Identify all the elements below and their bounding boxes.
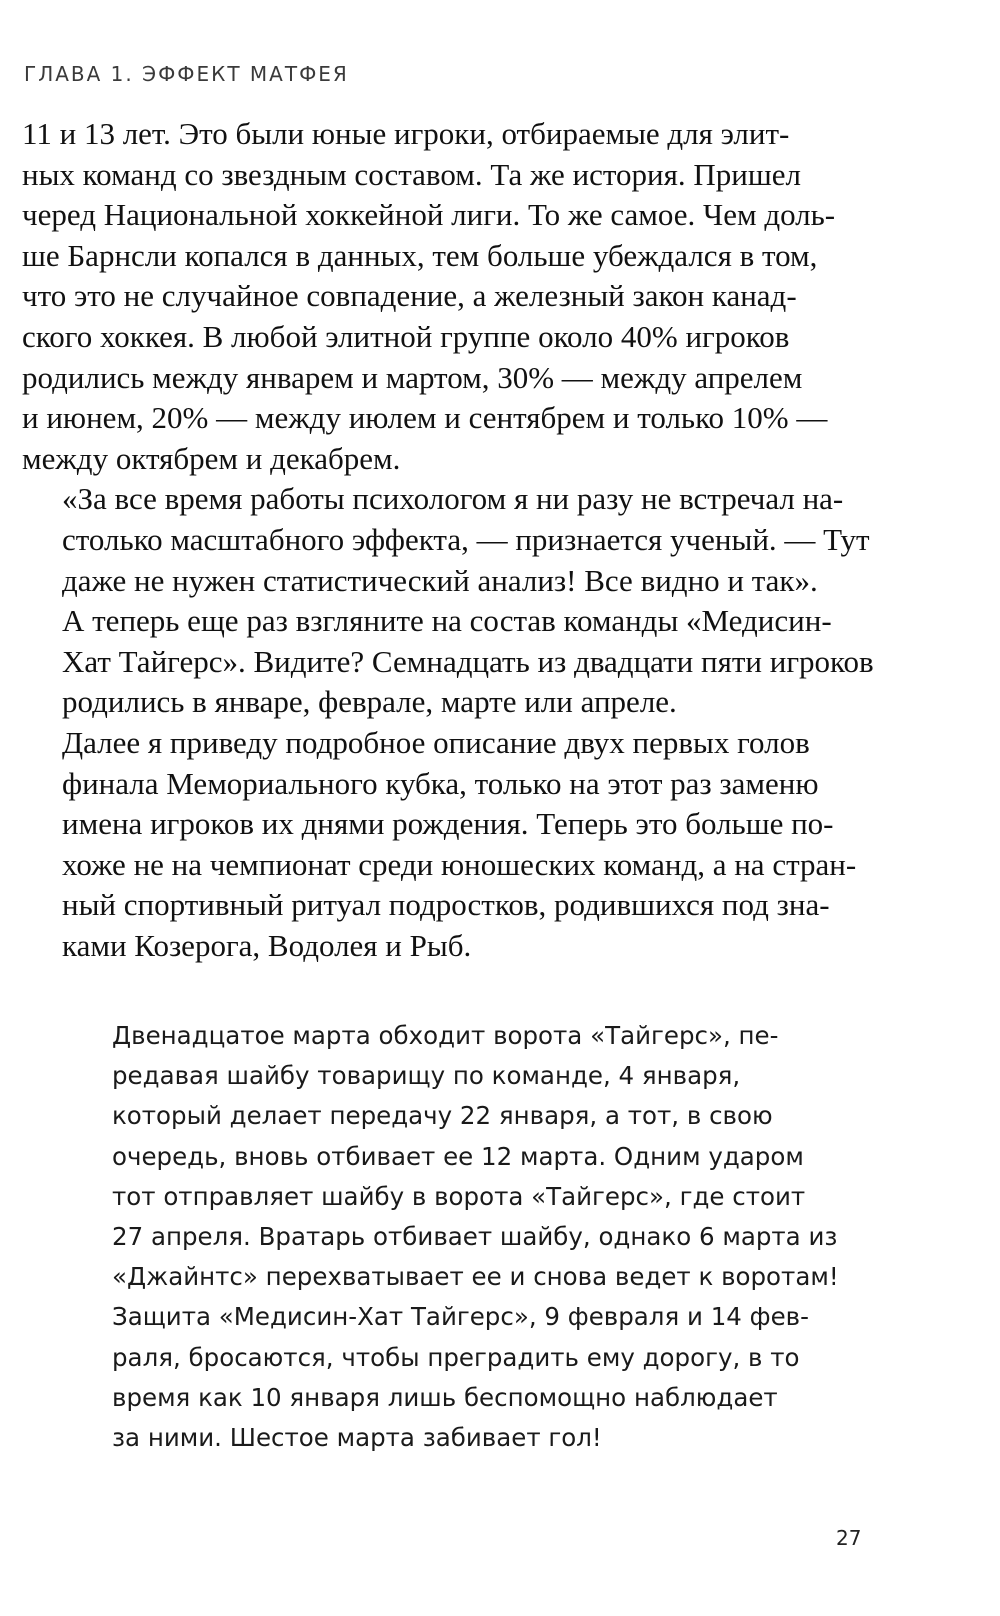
text-line: имена игроков их днями рождения. Теперь это больше по- — [62, 806, 834, 842]
text-line: родились между январем и мартом, 30% — между апрелем — [22, 359, 803, 395]
excerpt-line: очередь, вновь отбивает ее 12 марта. Одним ударом — [112, 1141, 804, 1171]
excerpt-line: который делает передачу 22 января, а тот, в свою — [112, 1101, 773, 1131]
text-line: родились в январе, феврале, марте или апреле. — [62, 684, 677, 720]
excerpt-line: раля, бросаются, чтобы преградить ему дорогу, в то — [112, 1342, 800, 1372]
text-line: Далее я приведу подробное описание двух первых голов — [62, 724, 810, 760]
text-line: ный спортивный ритуал подростков, родившихся под зна- — [62, 887, 830, 923]
excerpt-line: время как 10 января лишь беспомощно наблюдает — [112, 1382, 778, 1412]
page-number: 27 — [836, 1526, 862, 1550]
paragraph — [22, 601, 874, 723]
text-line: ше Барнсли копался в данных, тем больше убеждался в том, — [22, 237, 818, 273]
text-line: 11 и 13 лет. Это были юные игроки, отбираемые для элит- — [22, 116, 790, 151]
excerpt-line: редавая шайбу товарищу по команде, 4 января, — [112, 1061, 741, 1091]
text-line: столько масштабного эффекта, — признается ученый. — Тут — [62, 521, 870, 557]
text-line: ных команд со звездным составом. Та же история. Пришел — [22, 156, 801, 192]
text-line: А теперь еще раз взгляните на состав команды «Медисин- — [62, 603, 832, 639]
excerpt-line: за ними. Шестое марта забивает гол! — [112, 1423, 602, 1453]
paragraph — [22, 723, 870, 967]
text-line: и июнем, 20% — между июлем и сентябрем и только 10% — — [22, 400, 828, 436]
main-text — [22, 114, 874, 966]
text-line: ками Козерога, Водолея и Рыб. — [62, 927, 472, 963]
paragraph — [22, 114, 870, 479]
text-line: между октябрем и декабрем. — [22, 440, 401, 476]
text-line: даже не нужен статистический анализ! Все видно и так». — [62, 562, 818, 598]
running-header: ГЛАВА 1. ЭФФЕКТ МАТФЕЯ — [24, 62, 349, 86]
text-line: хоже не на чемпионат среди юношеских команд, а на стран- — [62, 846, 857, 882]
excerpt-line: Защита «Медисин-Хат Тайгерс», 9 февраля и 14 фев- — [112, 1302, 809, 1332]
excerpt-line: 27 апреля. Вратарь отбивает шайбу, однако 6 марта из — [112, 1222, 838, 1252]
excerpt-line: «Джайнтс» перехватывает ее и снова ведет к воротам! — [112, 1262, 839, 1292]
text-line: «За все время работы психологом я ни разу не встречал на- — [62, 481, 844, 517]
excerpt-line: тот отправляет шайбу в ворота «Тайгерс», где стоит — [112, 1181, 806, 1211]
text-line: что это не случайное совпадение, а железный закон канад- — [22, 278, 797, 314]
text-line: финала Мемориального кубка, только на этот раз заменю — [62, 765, 819, 801]
text-line: Хат Тайгерс». Видите? Семнадцать из двадцати пяти игроков — [62, 643, 874, 679]
game-description-excerpt — [112, 1016, 872, 1458]
text-line: ского хоккея. В любой элитной группе около 40% игроков — [22, 318, 790, 354]
text-line: черед Национальной хоккейной лиги. То же самое. Чем доль- — [22, 197, 836, 233]
excerpt-line: Двенадцатое марта обходит ворота «Тайгерс», пе- — [112, 1021, 779, 1050]
paragraph — [22, 479, 870, 601]
